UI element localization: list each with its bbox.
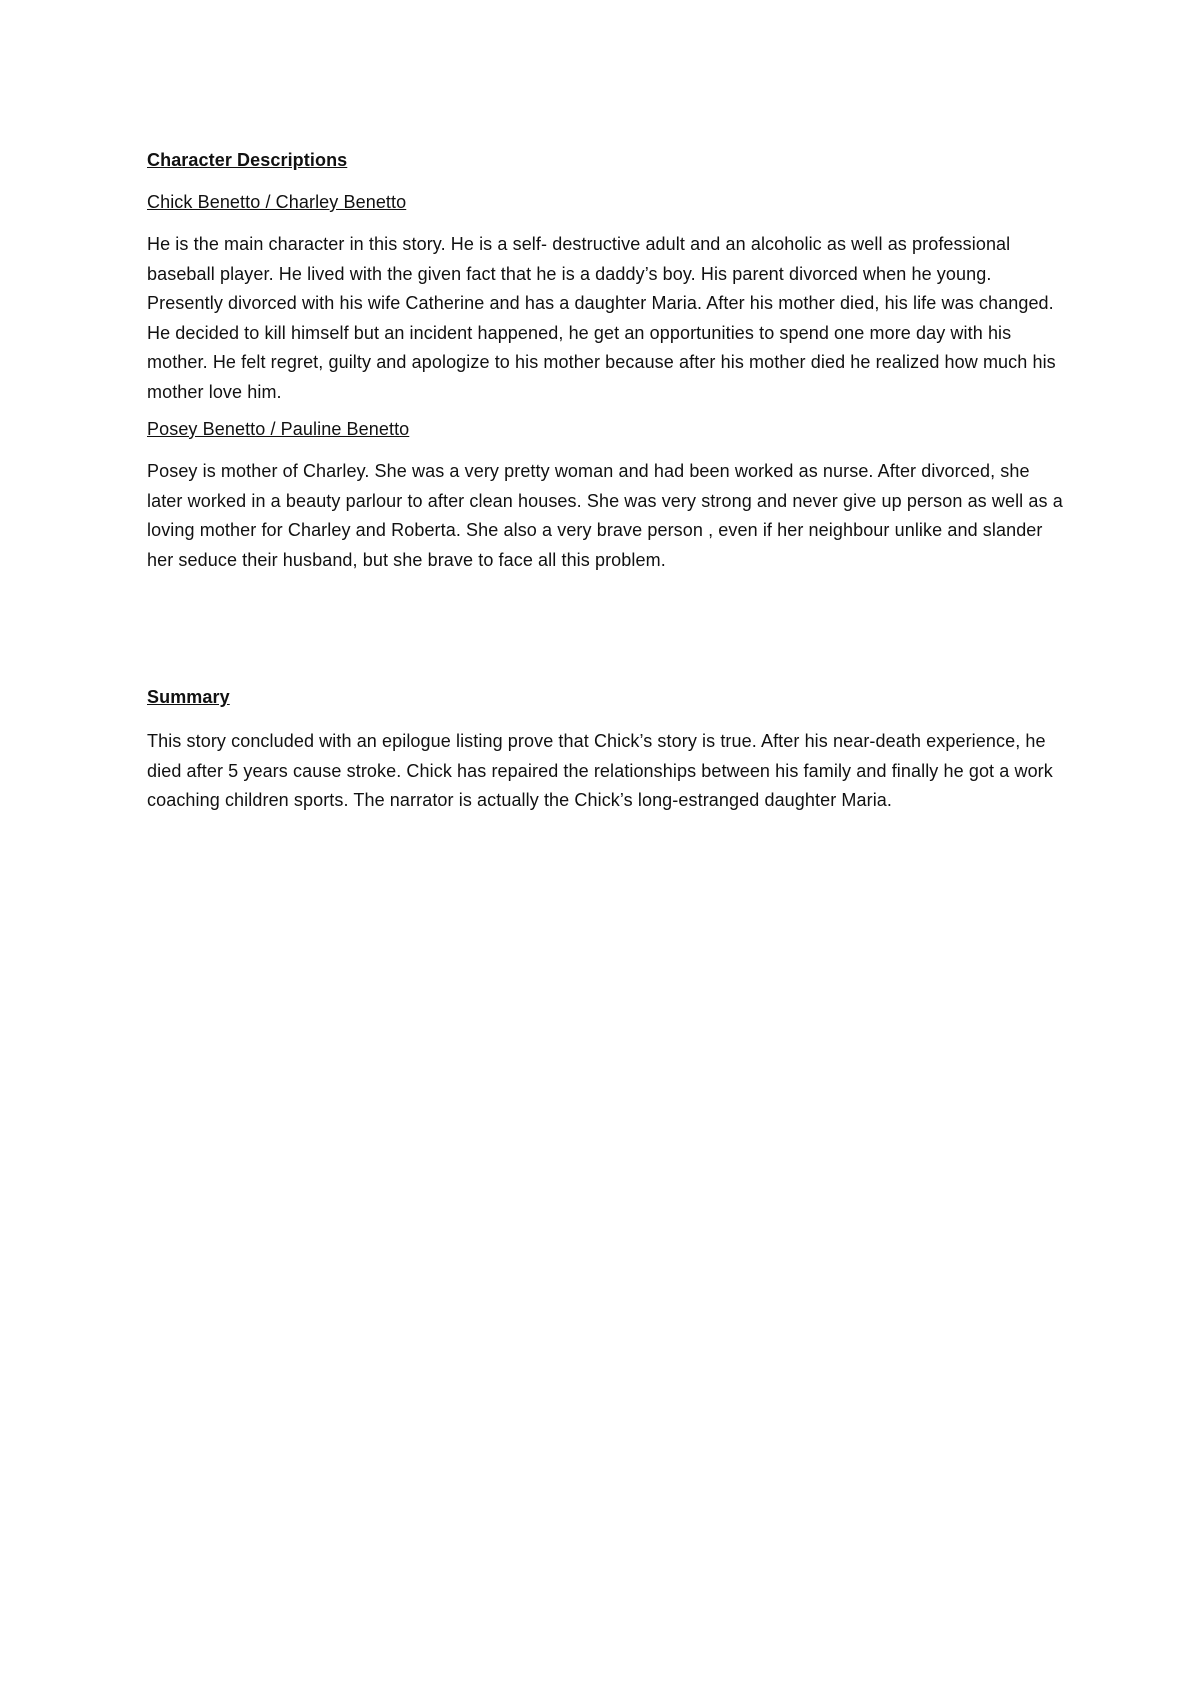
- character-description-posey: Posey is mother of Charley. She was a very pretty woman and had been worked as nurse. After divorced, she later worked in a beauty parlour to after clean houses. She was very strong and never give up person as well as a loving mother for Charley and Roberta. She also a very brave person , even if her neighbour unlike and slander her seduce their husband, but she brave to face all this problem.: [147, 461, 1063, 570]
- summary-heading: Summary: [147, 687, 230, 707]
- document-content: [147, 148, 1067, 826]
- summary-text: This story concluded with an epilogue listing prove that Chick’s story is true. After his near-death experience, he died after 5 years cause stroke. Chick has repaired the relationships between his family and finally he got a work coaching children sports. The narrator is actually the Chick’s long-estranged daughter Maria.: [147, 731, 1053, 810]
- character-name-posey: Posey Benetto / Pauline Benetto: [147, 419, 410, 439]
- character-name-chick: Chick Benetto / Charley Benetto: [147, 192, 407, 212]
- section-spacer: [147, 585, 1067, 685]
- character-description-chick: He is the main character in this story. He is a self- destructive adult and an alcoholic as well as professional baseball player. He lived with the given fact that he is a daddy’s boy. His parent divorced when he young. Presently divorced with his wife Catherine and has a daughter Maria. After his mother died, his life was changed. He decided to kill himself but an incident happened, he get an opportunities to spend one more day with his mother. He felt regret, guilty and apologize to his mother because after his mother died he realized how much his mother love him.: [147, 234, 1056, 402]
- character-descriptions-heading: Character Descriptions: [147, 150, 348, 170]
